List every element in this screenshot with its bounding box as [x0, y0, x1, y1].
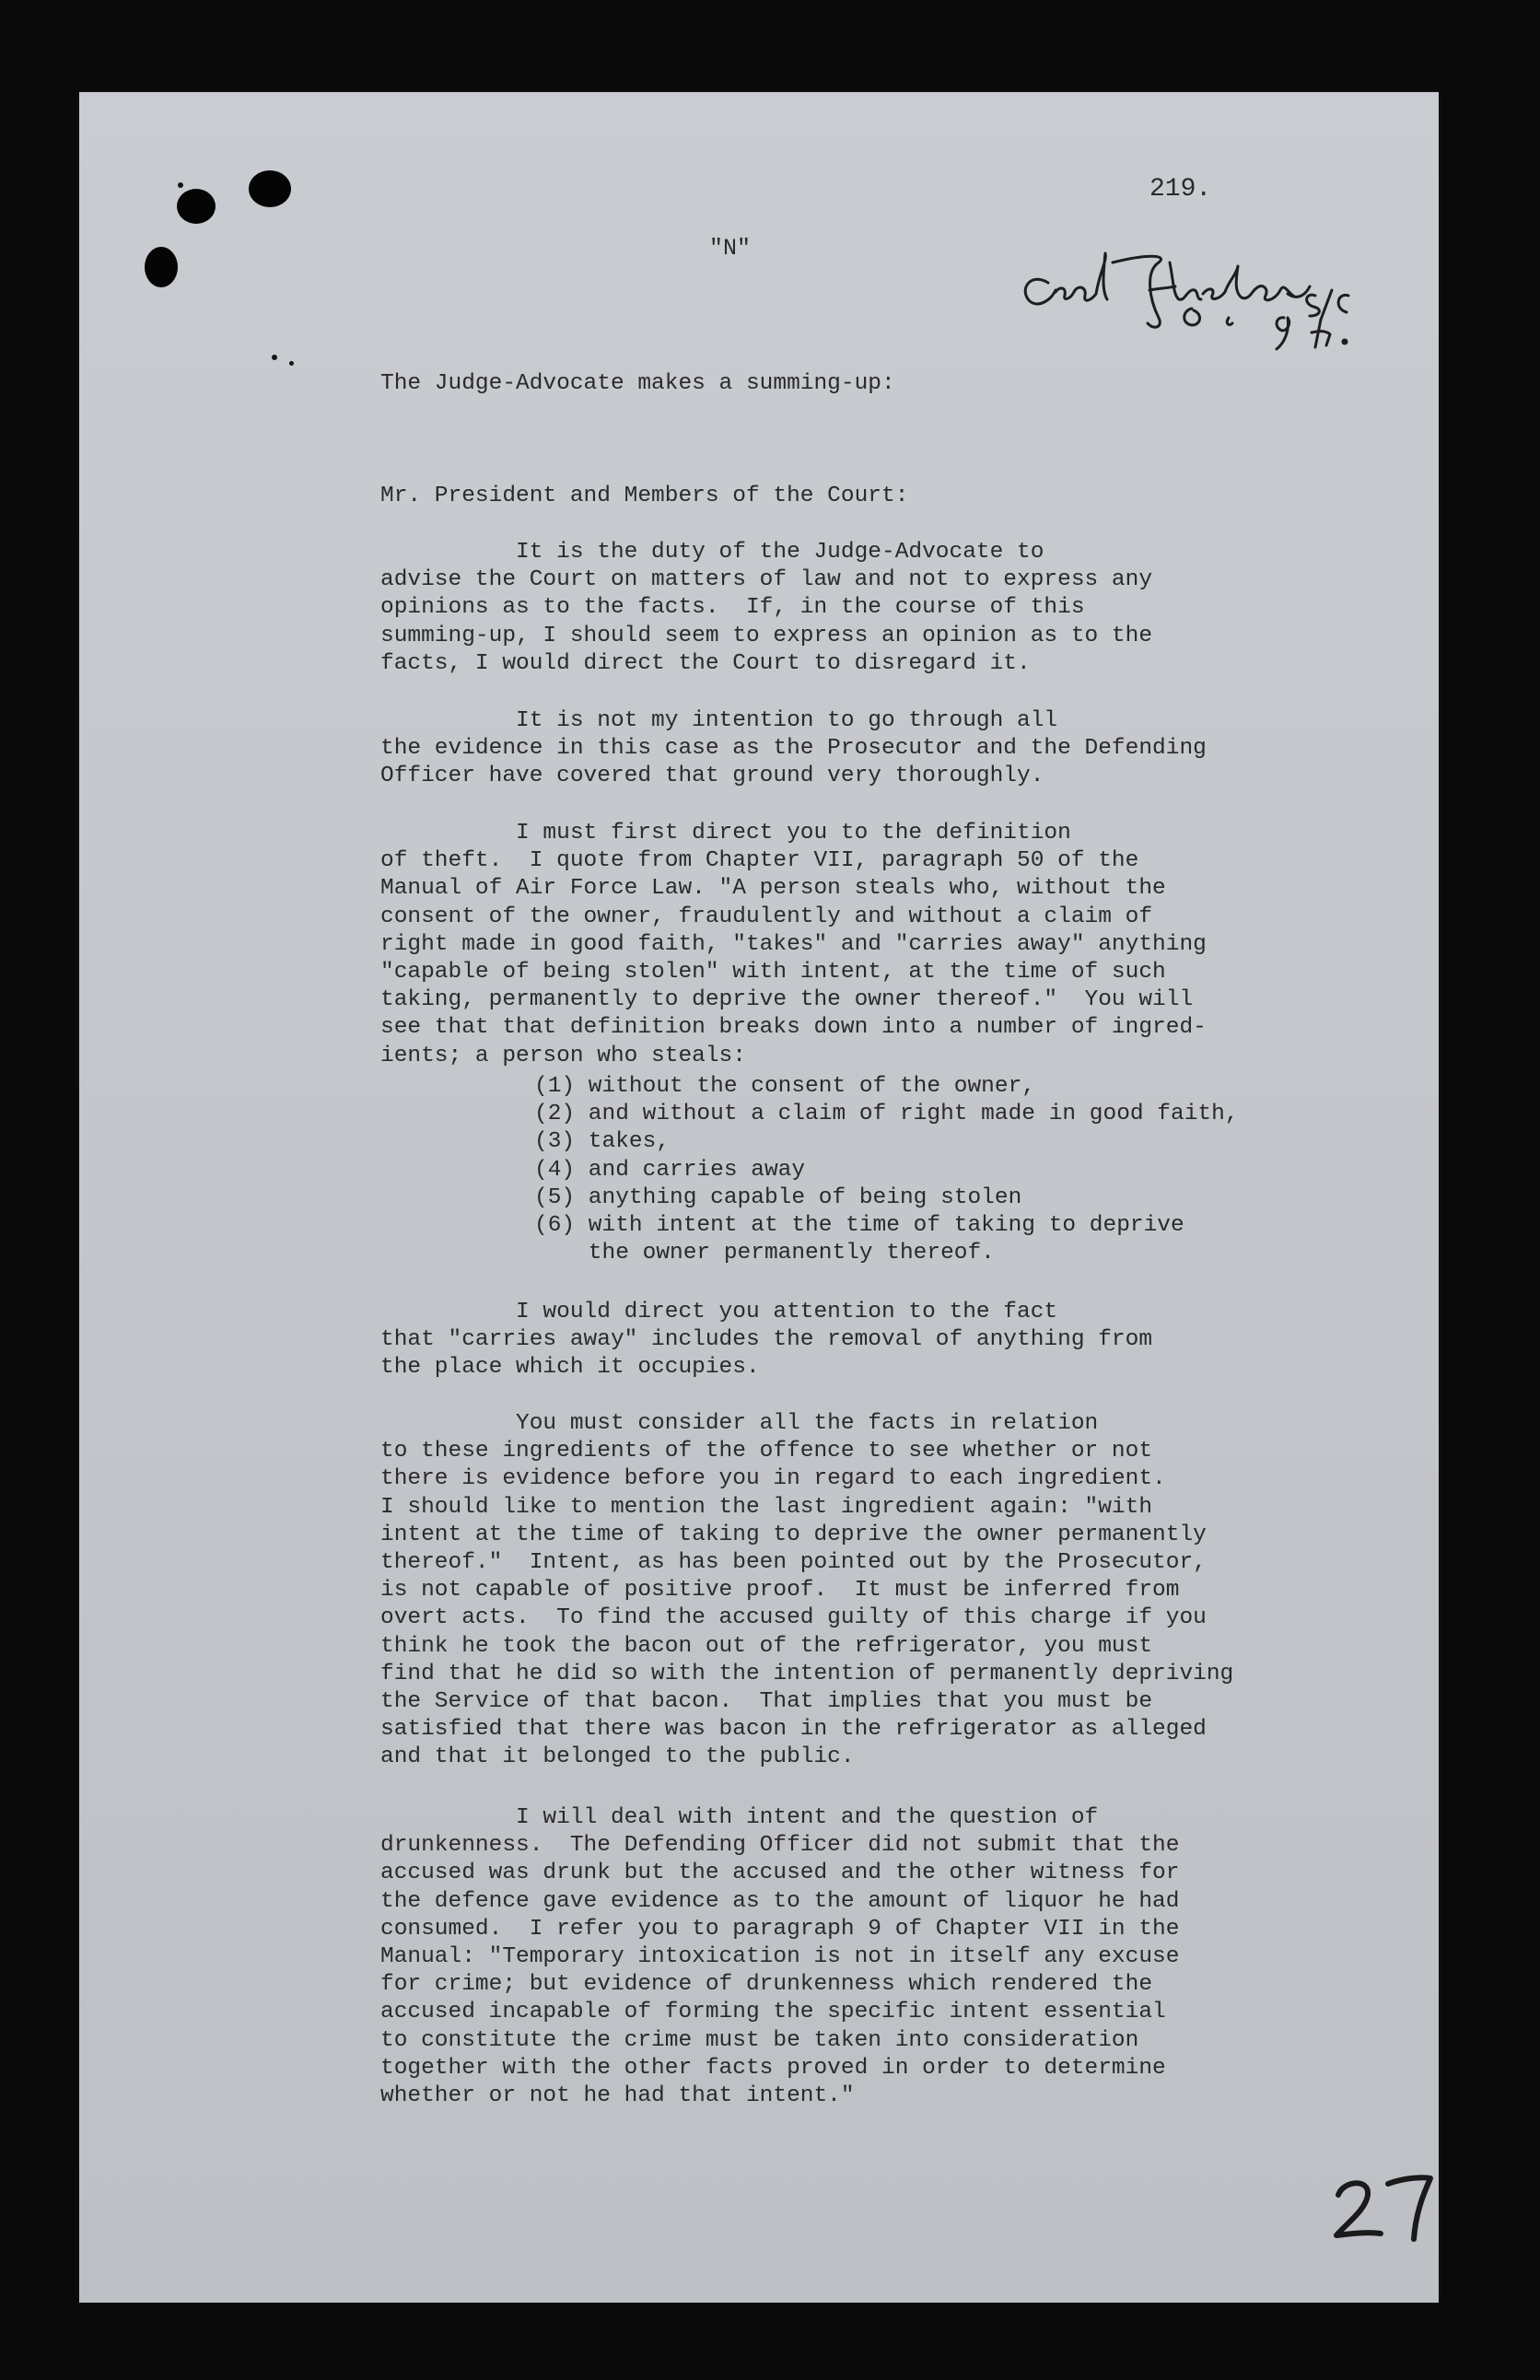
paragraph: I must first direct you to the definition of theft. I quote from Chapter VII, paragraph 50 of the Manual of Air Force Law. "A person steals who, without the consent of the owner, fraudulently and without a claim of right made in good faith, "takes" and "carries away" anything "capable of being stolen" with intent, at the time of such taking, permanently to deprive the owner thereof." You will see that that definition breaks down into a number of ingred- ients; a person who steals:: [380, 821, 1207, 1068]
section-mark: "N": [709, 235, 752, 262]
page-number: 219.: [1149, 175, 1212, 204]
ink-speck: [272, 355, 277, 360]
punch-hole: [177, 189, 216, 224]
ingredients-list: (1) without the consent of the owner, (2) and without a claim of right made in good faith, (3) takes, (4) and carries away (5) anything capable of being stolen (6) with intent at the time of taking to deprive the owner permanently thereof.: [534, 1074, 1239, 1266]
handwritten-signature: [1011, 235, 1361, 364]
paragraph: I would direct you attention to the fact that "carries away" includes the removal of anything from the place which it occupies.: [380, 1300, 1153, 1381]
paragraph: I will deal with intent and the question of drunkenness. The Defending Officer did not submit that the accused was drunk but the accused and the other witness for the defence gave evidence as to the amount of liquor he had consumed. I refer you to paragraph 9 of Chapter VII in the Manual: "Temporary intoxication is not in itself any excuse for crime; but evidence of drunkenness which rendered the accused incapable of forming the specific intent essential to constitute the crime must be taken into consideration together with the other facts proved in order to determine whether or not he had that intent.": [380, 1805, 1180, 2109]
paragraph: It is the duty of the Judge-Advocate to advise the Court on matters of law and not to express any opinions as to the facts. If, in the course of this summing-up, I should seem to express an opinion as to the facts, I would direct the Court to disregard it.: [380, 540, 1153, 676]
punch-hole: [249, 170, 291, 207]
document-heading: The Judge-Advocate makes a summing-up:: [380, 371, 895, 396]
paragraph: You must consider all the facts in relation to these ingredients of the offence to see whether or not there is evidence before you in regard to each ingredient. I should like to mention the last ingredient again: "with intent at the time of taking to deprive the owner permanently thereof." Intent, as has been pointed out by the Prosecutor, is not capable of positive proof. It must be inferred from overt acts. To find the accused guilty of this charge if you think he took the bacon out of the refrigerator, you must find that he did so with the intention of permanently depriving the Service of that bacon. That implies that you must be satisfied that there was bacon in the refrigerator as alleged and that it belonged to the public.: [380, 1411, 1234, 1770]
punch-hole: [145, 247, 178, 287]
handwritten-folio-number: [1331, 2169, 1437, 2247]
ink-speck: [289, 361, 294, 366]
paragraph: It is not my intention to go through all the evidence in this case as the Prosecutor and the Defending Officer have covered that ground very thoroughly.: [380, 708, 1207, 789]
salutation: Mr. President and Members of the Court:: [380, 484, 909, 508]
ink-speck: [178, 182, 183, 188]
